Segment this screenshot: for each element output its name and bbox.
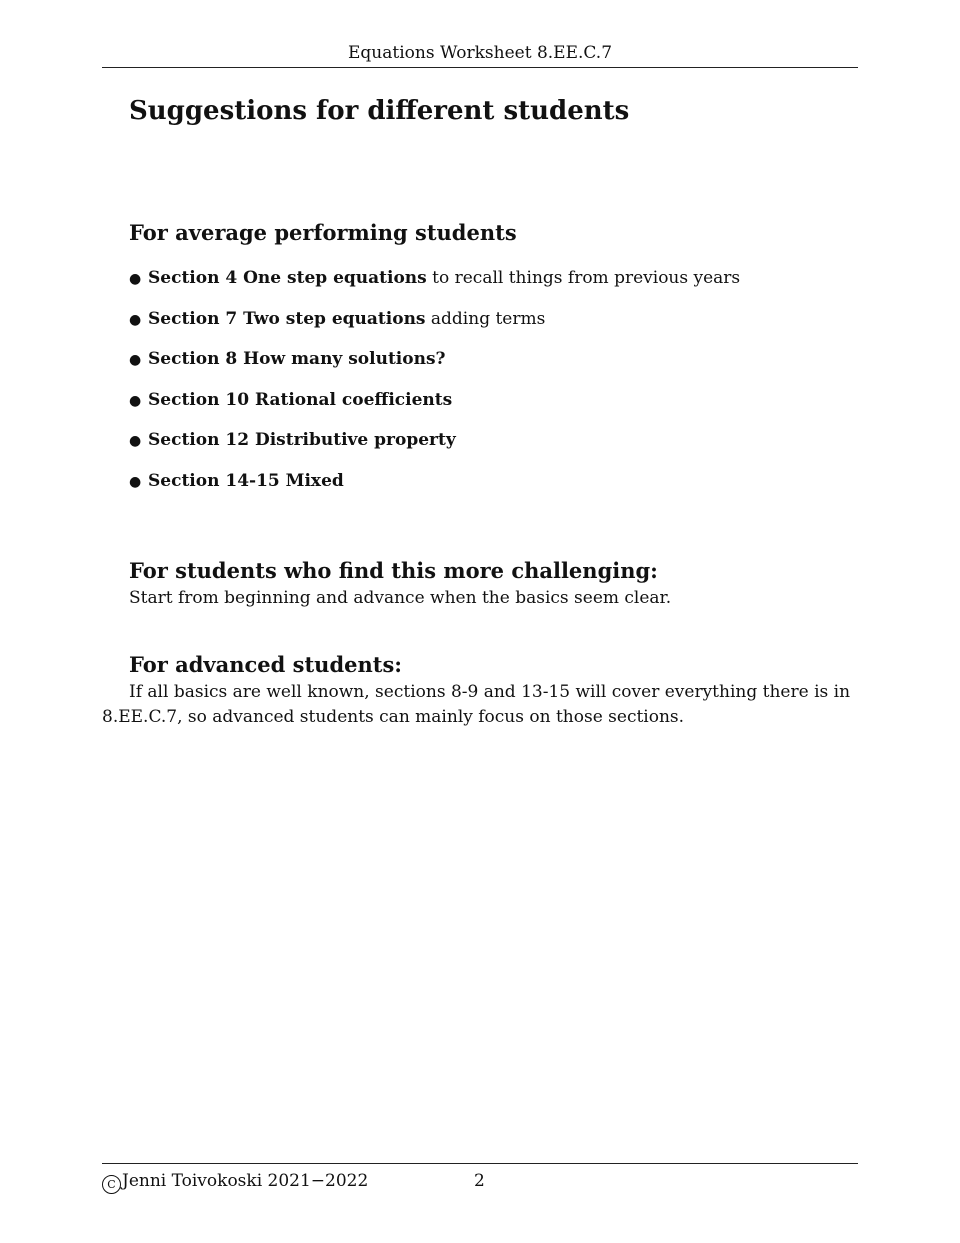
average-students-heading: For average performing students xyxy=(129,220,517,245)
list-item-title: Section 10 Rational coefficients xyxy=(148,389,453,410)
bullet-icon: ● xyxy=(129,352,142,368)
page-number: 2 xyxy=(474,1171,485,1191)
list-item-title: Section 8 How many solutions? xyxy=(148,349,446,369)
list-item-note: adding terms xyxy=(425,308,546,329)
list-item-note: to recall things from previous years xyxy=(426,268,741,288)
list-item xyxy=(129,388,740,412)
footer-rule xyxy=(102,1163,858,1164)
list-item-title: Section 14-15 Mixed xyxy=(148,470,344,491)
bullet-icon: ● xyxy=(129,392,142,409)
list-item-title: Section 7 Two step equations xyxy=(148,308,426,329)
bullet-icon: ● xyxy=(129,473,142,490)
list-item xyxy=(129,347,740,371)
average-students-list xyxy=(129,266,740,509)
header-rule xyxy=(102,67,858,68)
list-item xyxy=(129,428,740,452)
bullet-icon: ● xyxy=(129,433,142,449)
list-item-title: Section 4 One step equations xyxy=(148,268,427,288)
challenging-students-text: Start from beginning and advance when the basics seem clear. xyxy=(129,588,672,608)
copyright-icon: C xyxy=(102,1175,121,1194)
footer-copyright xyxy=(102,1170,368,1194)
bullet-icon: ● xyxy=(129,311,142,328)
copyright-text: Jenni Toivokoski 2021−2022 xyxy=(122,1171,369,1191)
bullet-icon: ● xyxy=(129,271,142,287)
page-title: Suggestions for different students xyxy=(129,96,630,126)
list-item-title: Section 12 Distributive property xyxy=(148,430,456,450)
list-item xyxy=(129,307,740,331)
list-item xyxy=(129,266,740,290)
running-header: Equations Worksheet 8.EE.C.7 xyxy=(347,43,613,63)
advanced-students-text: If all basics are well known, sections 8-9 and 13-15 will cover everything there is in 8.EE.C.7, so advanced students can mainly focus on those sections. xyxy=(102,682,851,727)
list-item xyxy=(129,469,740,493)
challenging-students-heading: For students who find this more challenging: xyxy=(129,558,658,583)
advanced-students-heading: For advanced students: xyxy=(129,652,403,677)
